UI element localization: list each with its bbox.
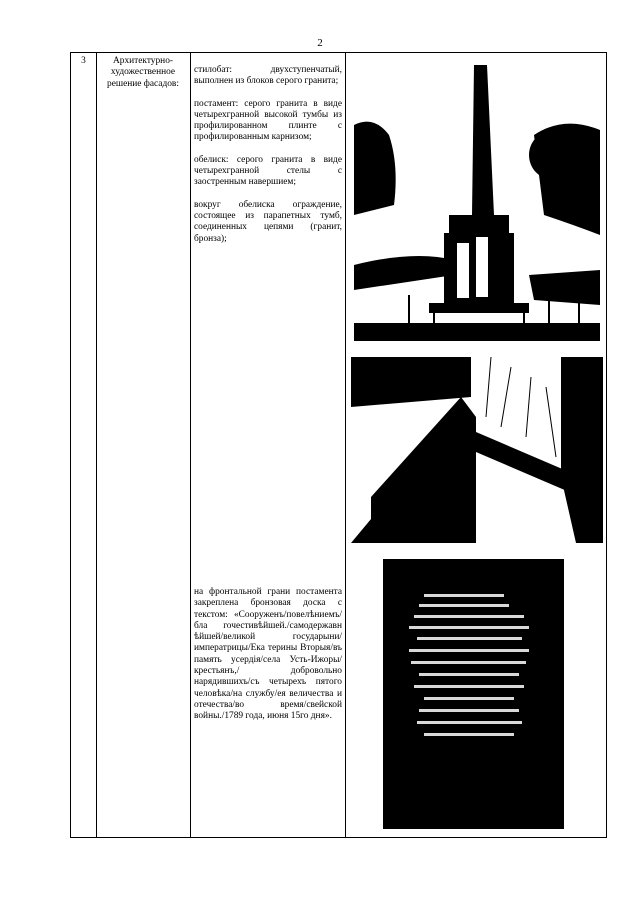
description-stylobate: стилобат: двухступенчатый, выполнен из блоков серого гранита;	[194, 65, 342, 87]
row-number: 3	[81, 56, 86, 66]
column-divider	[190, 53, 191, 837]
description-upper	[194, 65, 342, 256]
bronze-plaque-photo	[379, 559, 564, 837]
page-number: 2	[317, 37, 323, 49]
column-divider	[345, 53, 346, 837]
row-title: Архитектурно-художественное решение фасадов:	[107, 56, 179, 89]
description-pedestal: постамент: серого гранита в виде четырехгранной высокой тумбы из профилированном плинте с профилированным карнизом;	[194, 98, 342, 143]
column-divider	[96, 53, 97, 837]
obelisk-closeup-photo	[351, 357, 603, 543]
description-obelisk: обелиск: серого гранита в виде четырехгранной стелы с заостренным навершием;	[194, 154, 342, 188]
obelisk-photo	[354, 65, 600, 341]
description-fence: вокруг обелиска ограждение, состоящее из парапетных тумб, соединенных цепями (гранит, бронза);	[194, 199, 342, 244]
description-plaque: на фронтальной грани постамента закреплена бронзовая доска с текстом: «Сооруженъ/повелѣниемъ/бла гочестивѣйшей./самодержавн ѣйшей/великой государыни/императрицы/Ека терины Вторыя/въ память усердія/села Усть-Ижоры/крестьянъ,/ добровольно нарядившихъ/съ четырехъ пятого человѣка/на службу/ея величества и отечества/во время/свейской войны./1789 года, июня 15го дня».	[194, 587, 342, 722]
description-table	[70, 52, 607, 838]
